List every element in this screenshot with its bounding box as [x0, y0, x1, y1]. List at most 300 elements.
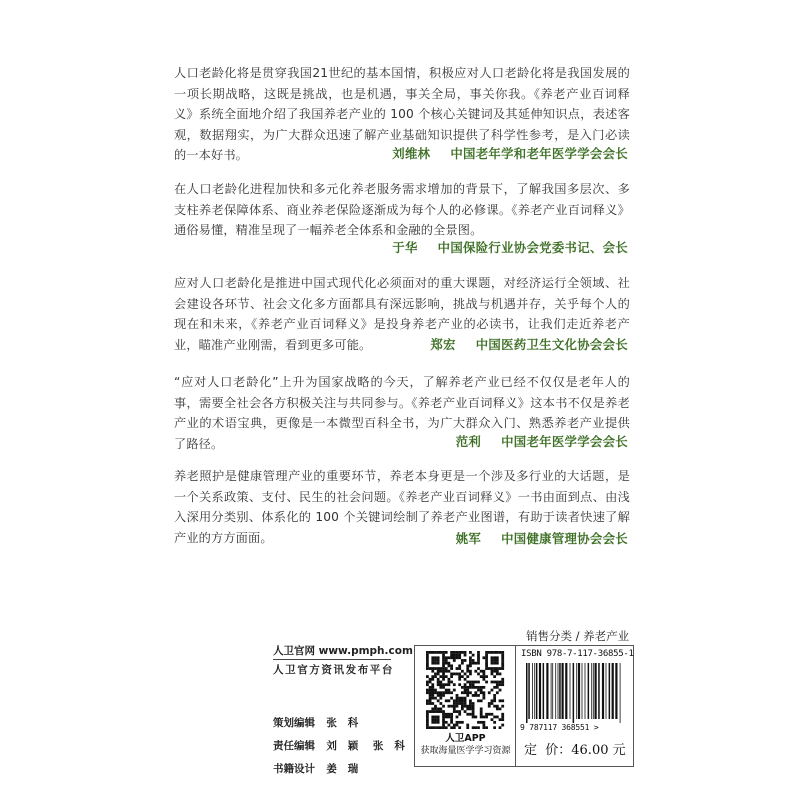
qr-module [477, 689, 480, 692]
qr-module [472, 702, 475, 705]
qr-module [458, 667, 461, 670]
qr-module [493, 681, 496, 684]
barcode-bar [558, 663, 559, 719]
barcode-bar [536, 663, 538, 719]
qr-module [450, 726, 453, 729]
qr-module [458, 721, 461, 724]
qr-module [464, 691, 467, 694]
barcode-bar [562, 663, 564, 719]
qr-module [434, 673, 437, 676]
endorsement-signature [456, 432, 628, 450]
barcode-bar [576, 663, 577, 719]
qr-module [493, 716, 496, 719]
qr-module [482, 670, 485, 673]
qr-module [501, 664, 504, 667]
qr-module [501, 656, 504, 659]
qr-module [469, 670, 472, 673]
qr-module [434, 721, 437, 724]
qr-module [480, 675, 483, 678]
qr-module [453, 705, 456, 708]
qr-module [442, 713, 445, 716]
qr-module [466, 713, 469, 716]
barcode-bar [551, 663, 552, 719]
qr-module [477, 651, 480, 654]
qr-module [464, 686, 467, 689]
qr-module [434, 659, 437, 662]
qr-module [477, 673, 480, 676]
qr-module [493, 726, 496, 729]
qr-module [439, 670, 442, 673]
qr-module [466, 686, 469, 689]
isbn-panel [515, 645, 634, 767]
qr-module [429, 651, 432, 654]
qr-module [482, 691, 485, 694]
qr-module [461, 651, 464, 654]
qr-module [429, 726, 432, 729]
qr-module [464, 651, 467, 654]
qr-module [464, 702, 467, 705]
qr-module [426, 651, 429, 654]
qr-module [501, 659, 504, 662]
qr-module [469, 705, 472, 708]
qr-module [426, 689, 429, 692]
qr-module [491, 681, 494, 684]
qr-module [442, 705, 445, 708]
qr-module [448, 724, 451, 727]
qr-module [493, 721, 496, 724]
qr-module [466, 691, 469, 694]
qr-module [501, 724, 504, 727]
qr-module [439, 710, 442, 713]
barcode-bar [595, 663, 597, 719]
qr-module [472, 662, 475, 665]
qr-module [496, 686, 499, 689]
qr-module [431, 686, 434, 689]
qr-module [453, 683, 456, 686]
qr-module [445, 675, 448, 678]
qr-module [445, 689, 448, 692]
qr-module [439, 667, 442, 670]
qr-module [434, 656, 437, 659]
qr-module [431, 726, 434, 729]
qr-module [442, 724, 445, 727]
qr-module [431, 702, 434, 705]
qr-module [472, 683, 475, 686]
qr-module [431, 651, 434, 654]
qr-module [429, 697, 432, 700]
qr-module [456, 724, 459, 727]
qr-module [461, 662, 464, 665]
qr-module [464, 699, 467, 702]
qr-module [437, 691, 440, 694]
qr-module [469, 656, 472, 659]
qr-module [431, 667, 434, 670]
qr-module [445, 683, 448, 686]
qr-module [437, 716, 440, 719]
qr-module [434, 718, 437, 721]
qr-module [431, 718, 434, 721]
qr-module [450, 651, 453, 654]
qr-module [426, 667, 429, 670]
qr-module [466, 675, 469, 678]
qr-module [491, 667, 494, 670]
qr-module [453, 707, 456, 710]
qr-module [450, 713, 453, 716]
qr-module [431, 697, 434, 700]
qr-module [450, 656, 453, 659]
qr-module [437, 718, 440, 721]
qr-module [480, 686, 483, 689]
qr-module [480, 689, 483, 692]
qr-module [472, 705, 475, 708]
qr-module [426, 664, 429, 667]
qr-module [469, 713, 472, 716]
qr-module [461, 707, 464, 710]
qr-module [472, 710, 475, 713]
qr-module [469, 664, 472, 667]
qr-module [448, 656, 451, 659]
qr-module [469, 707, 472, 710]
qr-module [482, 694, 485, 697]
qr-module [429, 689, 432, 692]
barcode-bar [539, 663, 541, 719]
qr-module [450, 721, 453, 724]
qr-module [501, 713, 504, 716]
qr-module [496, 716, 499, 719]
price-value: 46.00 元 [571, 743, 626, 758]
qr-caption-app: 人卫APP [445, 733, 486, 744]
qr-module [464, 710, 467, 713]
endorser-name: 郑宏 [430, 337, 456, 352]
qr-module [480, 707, 483, 710]
qr-module [464, 659, 467, 662]
credit-role: 书籍设计 [273, 763, 315, 775]
barcode [522, 663, 626, 723]
qr-module [429, 691, 432, 694]
qr-module [477, 726, 480, 729]
qr-module [445, 667, 448, 670]
qr-module [437, 681, 440, 684]
qr-module [450, 664, 453, 667]
qr-module [480, 713, 483, 716]
price-label: 定 价： [524, 743, 572, 758]
publisher-divider [273, 659, 391, 660]
qr-module [491, 670, 494, 673]
qr-module [499, 699, 502, 702]
qr-module [456, 702, 459, 705]
qr-module [474, 726, 477, 729]
qr-module [499, 681, 502, 684]
qr-module [439, 675, 442, 678]
qr-module [456, 721, 459, 724]
qr-module [442, 678, 445, 681]
qr-module [469, 673, 472, 676]
qr-module [431, 656, 434, 659]
qr-module [458, 699, 461, 702]
qr-module [445, 699, 448, 702]
qr-module [469, 702, 472, 705]
credit-row [273, 712, 405, 735]
barcode-bar [528, 663, 530, 719]
qr-module [501, 718, 504, 721]
qr-module [453, 726, 456, 729]
qr-module [477, 686, 480, 689]
qr-module [466, 707, 469, 710]
qr-module [442, 664, 445, 667]
qr-module [485, 664, 488, 667]
qr-module [434, 726, 437, 729]
qr-module [464, 683, 467, 686]
qr-module [458, 726, 461, 729]
qr-module [466, 681, 469, 684]
qr-module [426, 721, 429, 724]
qr-module [437, 699, 440, 702]
qr-module [477, 654, 480, 657]
qr-module [491, 659, 494, 662]
endorsement-text: “应对人口老龄化”上升为国家战略的今天，了解养老产业已经不仅仅是老年人的事，需要全社会各方积极关注与共同参与。《养老产业百词释义》这本书不仅是养老产业的术语宝典，更像是一本微型百科全书，为广大群众入门、熟悉养老产业提供了路径。 [174, 375, 630, 451]
qr-module [501, 651, 504, 654]
qr-module [456, 699, 459, 702]
qr-module [482, 673, 485, 676]
qr-module [491, 656, 494, 659]
qr-module [431, 678, 434, 681]
qr-module [458, 713, 461, 716]
qr-module [493, 651, 496, 654]
qr-module [472, 716, 475, 719]
credit-row [273, 735, 405, 758]
qr-module [482, 656, 485, 659]
qr-module [466, 694, 469, 697]
qr-module [485, 713, 488, 716]
qr-module [458, 678, 461, 681]
qr-module [480, 670, 483, 673]
endorsement-signature [430, 335, 628, 353]
qr-module [431, 670, 434, 673]
qr-module [485, 656, 488, 659]
qr-module [499, 689, 502, 692]
endorsement-text: 在人口老龄化进程加快和多元化养老服务需求增加的背景下，了解我国多层次、多支柱养老保障体系、商业养老保险逐渐成为每个人的必修课。《养老产业百词释义》通俗易懂，精准呈现了一幅养老全体系和金融的全景图。 [174, 182, 630, 237]
qr-module [437, 726, 440, 729]
qr-module [469, 651, 472, 654]
qr-module [461, 705, 464, 708]
qr-module [496, 683, 499, 686]
qr-module [488, 691, 491, 694]
qr-module [496, 691, 499, 694]
qr-module [450, 705, 453, 708]
qr-module [437, 707, 440, 710]
qr-module [448, 689, 451, 692]
qr-module [493, 675, 496, 678]
barcode-bar [578, 663, 580, 719]
qr-module [437, 662, 440, 665]
qr-module [496, 705, 499, 708]
qr-module [485, 681, 488, 684]
qr-module [482, 678, 485, 681]
qr-module [426, 659, 429, 662]
qr-module [496, 673, 499, 676]
endorsement-signature [392, 238, 628, 256]
qr-module [448, 662, 451, 665]
qr-module [437, 678, 440, 681]
qr-module [426, 656, 429, 659]
qr-module [488, 651, 491, 654]
qr-module [429, 702, 432, 705]
qr-module [429, 699, 432, 702]
qr-module [442, 716, 445, 719]
qr-module [434, 697, 437, 700]
qr-module [450, 718, 453, 721]
qr-module [491, 673, 494, 676]
qr-module [448, 683, 451, 686]
qr-module [466, 726, 469, 729]
publisher-site: 人卫官网 www.pmph.com [273, 645, 413, 657]
qr-module [431, 707, 434, 710]
qr-module [466, 670, 469, 673]
qr-module [442, 675, 445, 678]
qr-module [437, 721, 440, 724]
qr-module [461, 699, 464, 702]
qr-module [485, 651, 488, 654]
endorser-title: 中国老年学和老年医学学会会长 [450, 146, 628, 161]
qr-module [496, 656, 499, 659]
qr-module [426, 681, 429, 684]
endorsement-text: 人口老龄化将是贯穿我国21世纪的基本国情，积极应对人口老龄化将是我国发展的一项长期战略，这既是挑战，也是机遇，事关全局，事关你我。《养老产业百词释义》系统全面地介绍了我国养老产业的 100 个核心关键词及其延伸知识点，表述客观，数据翔实，为广大群众迅速了解产业基础知识提供了科学性参考，是入门必读的一本好书。 [174, 66, 630, 162]
qr-module [456, 697, 459, 700]
qr-module [477, 659, 480, 662]
qr-module [442, 673, 445, 676]
qr-module [469, 683, 472, 686]
qr-module [461, 691, 464, 694]
qr-module [442, 656, 445, 659]
qr-module [448, 699, 451, 702]
endorser-name: 范利 [455, 434, 482, 449]
qr-module [501, 678, 504, 681]
qr-module [458, 656, 461, 659]
qr-module [477, 656, 480, 659]
qr-module [442, 667, 445, 670]
qr-module [442, 686, 445, 689]
qr-module [477, 721, 480, 724]
endorser-name: 姚军 [455, 531, 482, 546]
qr-module [426, 683, 429, 686]
qr-module [450, 681, 453, 684]
qr-module [488, 667, 491, 670]
qr-module [445, 662, 448, 665]
qr-module [488, 702, 491, 705]
qr-module [429, 710, 432, 713]
qr-module [482, 675, 485, 678]
barcode-bar [588, 663, 590, 719]
qr-module [450, 697, 453, 700]
qr-module [493, 686, 496, 689]
qr-module [469, 691, 472, 694]
qr-module [434, 675, 437, 678]
qr-module [461, 697, 464, 700]
qr-module [439, 697, 442, 700]
qr-module [474, 681, 477, 684]
qr-module [458, 664, 461, 667]
qr-module [501, 705, 504, 708]
qr-module [442, 662, 445, 665]
qr-module [442, 718, 445, 721]
qr-module [485, 659, 488, 662]
qr-module [477, 699, 480, 702]
qr-module [442, 721, 445, 724]
qr-module [453, 724, 456, 727]
qr-module [461, 702, 464, 705]
qr-module [461, 670, 464, 673]
qr-module [480, 699, 483, 702]
qr-module [501, 654, 504, 657]
credit-role: 策划编辑 [273, 717, 315, 729]
qr-module [461, 686, 464, 689]
qr-module [491, 713, 494, 716]
qr-module [434, 667, 437, 670]
barcode-bar [612, 663, 614, 719]
qr-module [437, 667, 440, 670]
barcode-bar [555, 663, 556, 719]
qr-module [429, 681, 432, 684]
credit-names: 张 科 [326, 717, 359, 729]
qr-module [448, 678, 451, 681]
qr-module [445, 726, 448, 729]
qr-module [439, 694, 442, 697]
barcode-bar [593, 663, 594, 719]
qr-module [485, 716, 488, 719]
barcode-bar [620, 663, 621, 723]
qr-module [499, 667, 502, 670]
qr-module [442, 694, 445, 697]
qr-module [437, 683, 440, 686]
qr-module [456, 673, 459, 676]
barcode-bar [591, 663, 592, 719]
qr-module [464, 697, 467, 700]
endorser-title: 中国健康管理协会会长 [501, 531, 628, 546]
qr-module [426, 713, 429, 716]
qr-module [437, 710, 440, 713]
qr-module [426, 716, 429, 719]
qr-module [469, 662, 472, 665]
qr-module [466, 667, 469, 670]
barcode-bar [532, 663, 533, 719]
qr-module [431, 662, 434, 665]
endorsement-2 [174, 179, 630, 241]
qr-module [480, 721, 483, 724]
qr-module [426, 718, 429, 721]
qr-module [426, 710, 429, 713]
qr-module [491, 651, 494, 654]
qr-module [431, 710, 434, 713]
qr-module [469, 699, 472, 702]
qr-module [450, 654, 453, 657]
qr-module [496, 651, 499, 654]
sales-category: 销售分类 / 养老产业 [526, 629, 630, 643]
qr-module [458, 673, 461, 676]
qr-module [472, 654, 475, 657]
qr-module [482, 724, 485, 727]
qr-module [456, 705, 459, 708]
qr-module [448, 713, 451, 716]
qr-module [491, 689, 494, 692]
barcode-bar [543, 663, 545, 719]
qr-module [431, 694, 434, 697]
qr-module [496, 707, 499, 710]
endorsement-signature [392, 144, 628, 162]
qr-module [434, 651, 437, 654]
qr-module [434, 691, 437, 694]
qr-module [442, 691, 445, 694]
qr-module [426, 726, 429, 729]
